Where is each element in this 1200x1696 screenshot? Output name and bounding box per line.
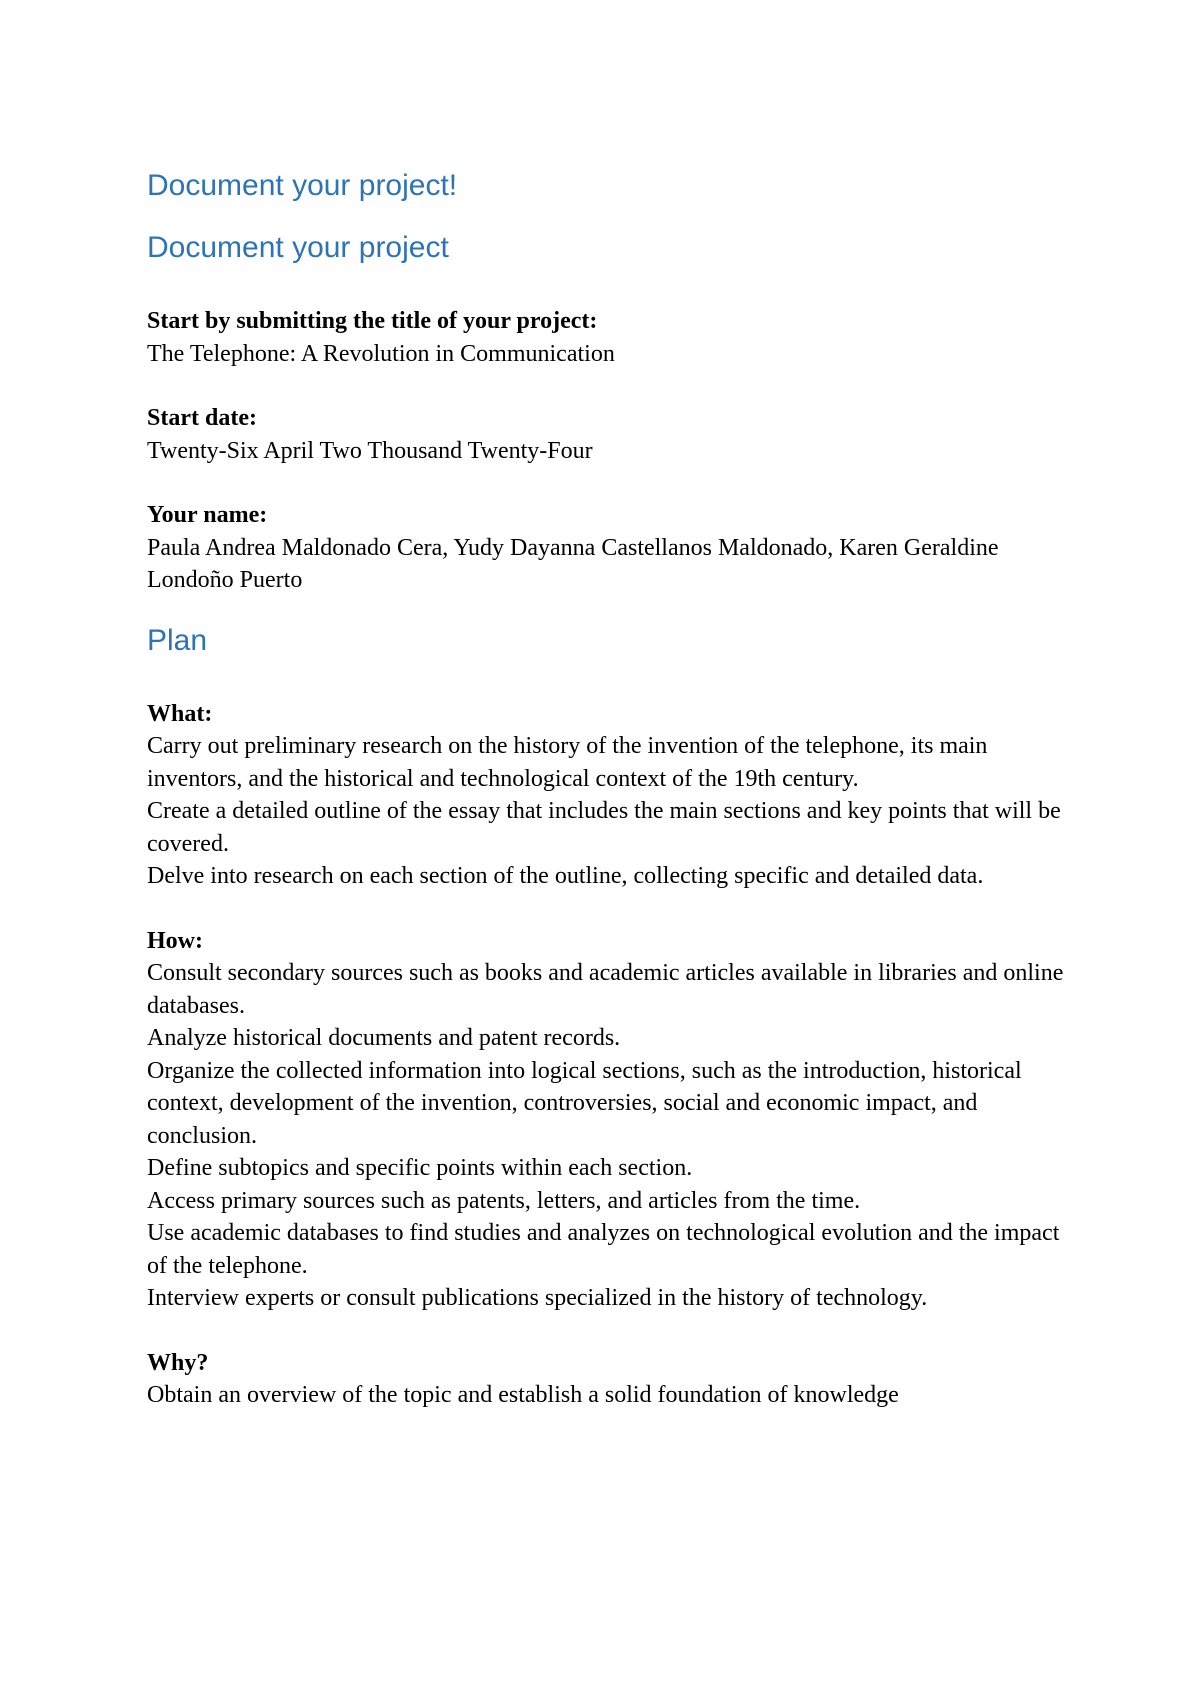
how-line: Consult secondary sources such as books and academic articles available in libraries and online databases.	[147, 960, 1064, 1019]
name-label: Your name:	[147, 502, 268, 528]
start-date-field	[147, 402, 1067, 467]
what-line: Delve into research on each section of the outline, collecting specific and detailed data.	[147, 863, 984, 889]
how-line: Interview experts or consult publications specialized in the history of technology.	[147, 1285, 928, 1311]
why-label: Why?	[147, 1349, 209, 1376]
plan-why-section	[147, 1347, 1067, 1412]
start-date-label: Start date:	[147, 405, 257, 431]
document-subtitle: Document your project	[147, 231, 449, 264]
plan-how-section	[147, 925, 1067, 1315]
what-line: Carry out preliminary research on the history of the invention of the telephone, its main inventors, and the historical and technological context of the 19th century.	[147, 733, 988, 792]
how-line: Define subtopics and specific points within each section.	[147, 1155, 693, 1181]
document-title: Document your project!	[147, 169, 458, 202]
what-label: What:	[147, 700, 213, 727]
project-title-label: Start by submitting the title of your project:	[147, 308, 598, 334]
name-field	[147, 499, 1067, 597]
project-title-value: The Telephone: A Revolution in Communication	[147, 340, 615, 367]
how-label: How:	[147, 927, 203, 954]
why-line: Obtain an overview of the topic and establish a solid foundation of knowledge	[147, 1382, 899, 1408]
start-date-value: Twenty-Six April Two Thousand Twenty-Four	[147, 437, 593, 464]
project-title-field	[147, 305, 1067, 370]
name-value: Paula Andrea Maldonado Cera, Yudy Dayanna Castellanos Maldonado, Karen Geraldine Londoño Puerto	[147, 534, 999, 593]
how-line: Organize the collected information into logical sections, such as the introduction, historical context, development of the invention, controversies, social and economic impact, and conclusion.	[147, 1057, 1022, 1149]
plan-heading: Plan	[147, 623, 208, 657]
what-line: Create a detailed outline of the essay that includes the main sections and key points that will be covered.	[147, 798, 1061, 857]
plan-what-section	[147, 698, 1067, 893]
how-line: Analyze historical documents and patent records.	[147, 1025, 621, 1051]
document-content	[147, 168, 1067, 1412]
how-line: Use academic databases to find studies and analyzes on technological evolution and the impact of the telephone.	[147, 1220, 1060, 1279]
how-line: Access primary sources such as patents, letters, and articles from the time.	[147, 1187, 861, 1214]
